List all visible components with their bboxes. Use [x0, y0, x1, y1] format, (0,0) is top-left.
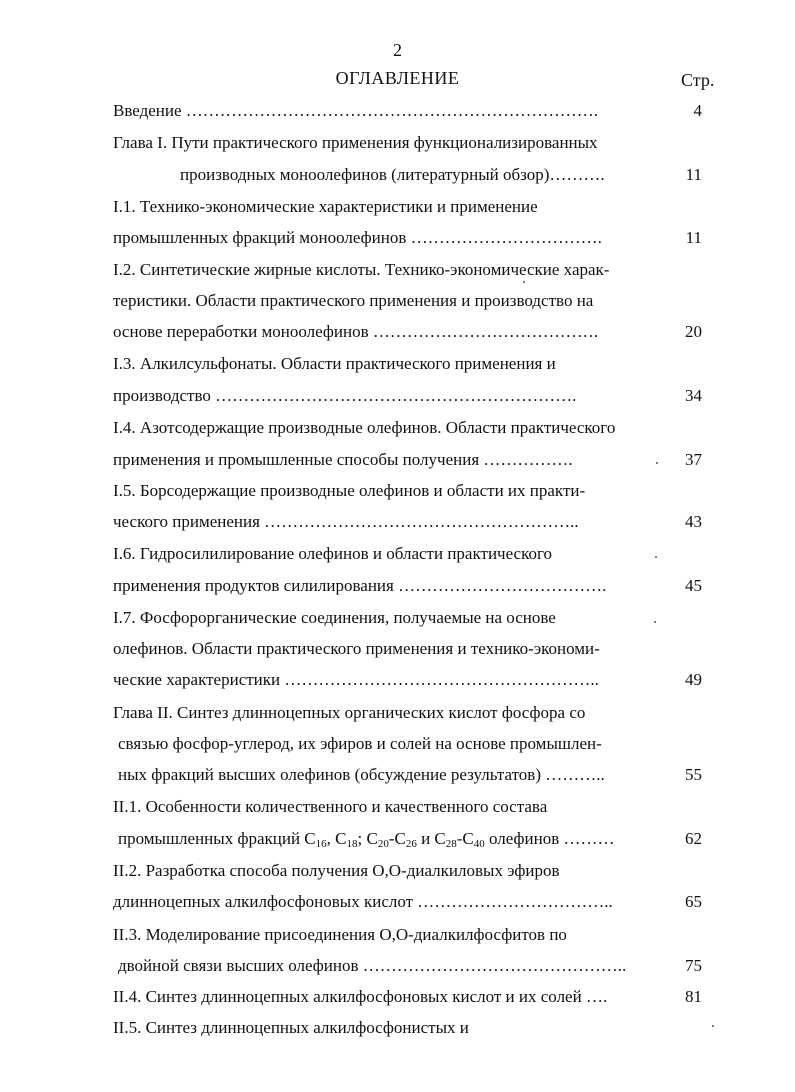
- subscript: 28: [445, 838, 457, 850]
- toc-line: I.3. Алкилсульфонаты. Области практического применения и: [113, 354, 556, 373]
- toc-page: 11: [685, 228, 702, 247]
- page-column-header: Стр.: [681, 70, 715, 90]
- scan-speck: [656, 462, 658, 464]
- toc-line: I.5. Борсодержащие производные олефинов и области их практи-: [113, 481, 586, 500]
- toc-line: двойной связи высших олефинов ………………………………………..: [118, 956, 627, 975]
- toc-page: 4: [693, 101, 702, 120]
- toc-line: теристики. Области практического применения и производство на: [113, 291, 594, 310]
- toc-line: II.5. Синтез длинноцепных алкилфосфонистых и: [113, 1018, 469, 1037]
- toc-line: I.4. Азотсодержащие производные олефинов. Области практического: [113, 418, 616, 437]
- toc-page: 81: [685, 987, 702, 1006]
- toc-page: 45: [685, 576, 702, 595]
- toc-text-part: -C: [456, 829, 474, 848]
- toc-line: II.2. Разработка способа получения O,O-диалкиловых эфиров: [113, 861, 560, 880]
- subscript: 16: [315, 838, 327, 850]
- toc-page: 37: [685, 450, 702, 469]
- toc-line: I.7. Фосфорорганические соединения, получаемые на основе: [113, 608, 556, 627]
- toc-line: II.4. Синтез длинноцепных алкилфосфоновых кислот и их солей ….: [113, 987, 608, 1006]
- toc-line: Введение ……………………………………………………………….: [113, 101, 599, 120]
- toc-text-part: промышленных фракций C: [118, 829, 316, 848]
- scan-speck: [712, 1025, 714, 1027]
- toc-line: II.3. Моделирование присоединения O,O-диалкилфосфитов по: [113, 925, 567, 944]
- toc-line: основе переработки моноолефинов ………………………………….: [113, 322, 599, 341]
- toc-line: II.1. Особенности количественного и качественного состава: [113, 797, 548, 816]
- toc-line: I.6. Гидросилилирование олефинов и области практического: [113, 544, 553, 563]
- page-number: 2: [393, 40, 402, 60]
- toc-line: производство ……………………………………………………….: [113, 386, 577, 405]
- toc-text-part: , C: [326, 829, 347, 848]
- toc-line: ных фракций высших олефинов (обсуждение результатов) ………..: [118, 765, 605, 784]
- toc-text-part: ; C: [357, 829, 378, 848]
- toc-line: ческие характеристики ………………………………………………..: [113, 670, 599, 689]
- toc-page: 11: [685, 165, 702, 184]
- toc-page: 34: [685, 386, 702, 405]
- scan-speck: [654, 621, 656, 623]
- toc-text-part: олефинов ………: [484, 829, 615, 848]
- subscript: 18: [346, 838, 358, 850]
- toc-page: 20: [685, 322, 702, 341]
- toc-page: 75: [685, 956, 702, 975]
- toc-line: олефинов. Области практического применения и технико-экономи-: [113, 639, 600, 658]
- toc-page: 49: [685, 670, 702, 689]
- toc-page: 65: [685, 892, 702, 911]
- toc-text-part: и C: [416, 829, 446, 848]
- toc-page: 55: [685, 765, 702, 784]
- toc-line: производных моноолефинов (литературный обзор)……….: [180, 165, 605, 184]
- scan-speck: [523, 281, 525, 283]
- toc-text-part: -C: [388, 829, 406, 848]
- toc-line: Глава I. Пути практического применения функционализированных: [113, 133, 598, 152]
- toc-line: [118, 828, 615, 850]
- subscript: 26: [405, 838, 417, 850]
- toc-line: I.1. Технико-экономические характеристики и применение: [113, 197, 538, 216]
- toc-page: 62: [685, 829, 702, 848]
- toc-page: 43: [685, 512, 702, 531]
- toc-line: промышленных фракций моноолефинов …………………………….: [113, 228, 602, 247]
- toc-line: применения продуктов силилирования ……………………………….: [113, 576, 607, 595]
- toc-line: I.2. Синтетические жирные кислоты. Технико-экономические харак-: [113, 260, 610, 279]
- toc-line: применения и промышленные способы получения …………….: [113, 450, 573, 469]
- toc-line: длинноцепных алкилфосфоновых кислот ……………………………..: [113, 892, 613, 911]
- toc-line: Глава II. Синтез длинноцепных органических кислот фосфора со: [113, 703, 586, 722]
- toc-title: ОГЛАВЛЕНИЕ: [335, 68, 460, 88]
- subscript: 40: [473, 838, 485, 850]
- toc-line: ческого применения ………………………………………………..: [113, 512, 579, 531]
- subscript: 20: [377, 838, 389, 850]
- toc-line: связью фосфор-углерод, их эфиров и солей на основе промышлен-: [118, 734, 602, 753]
- scan-speck: [655, 556, 657, 558]
